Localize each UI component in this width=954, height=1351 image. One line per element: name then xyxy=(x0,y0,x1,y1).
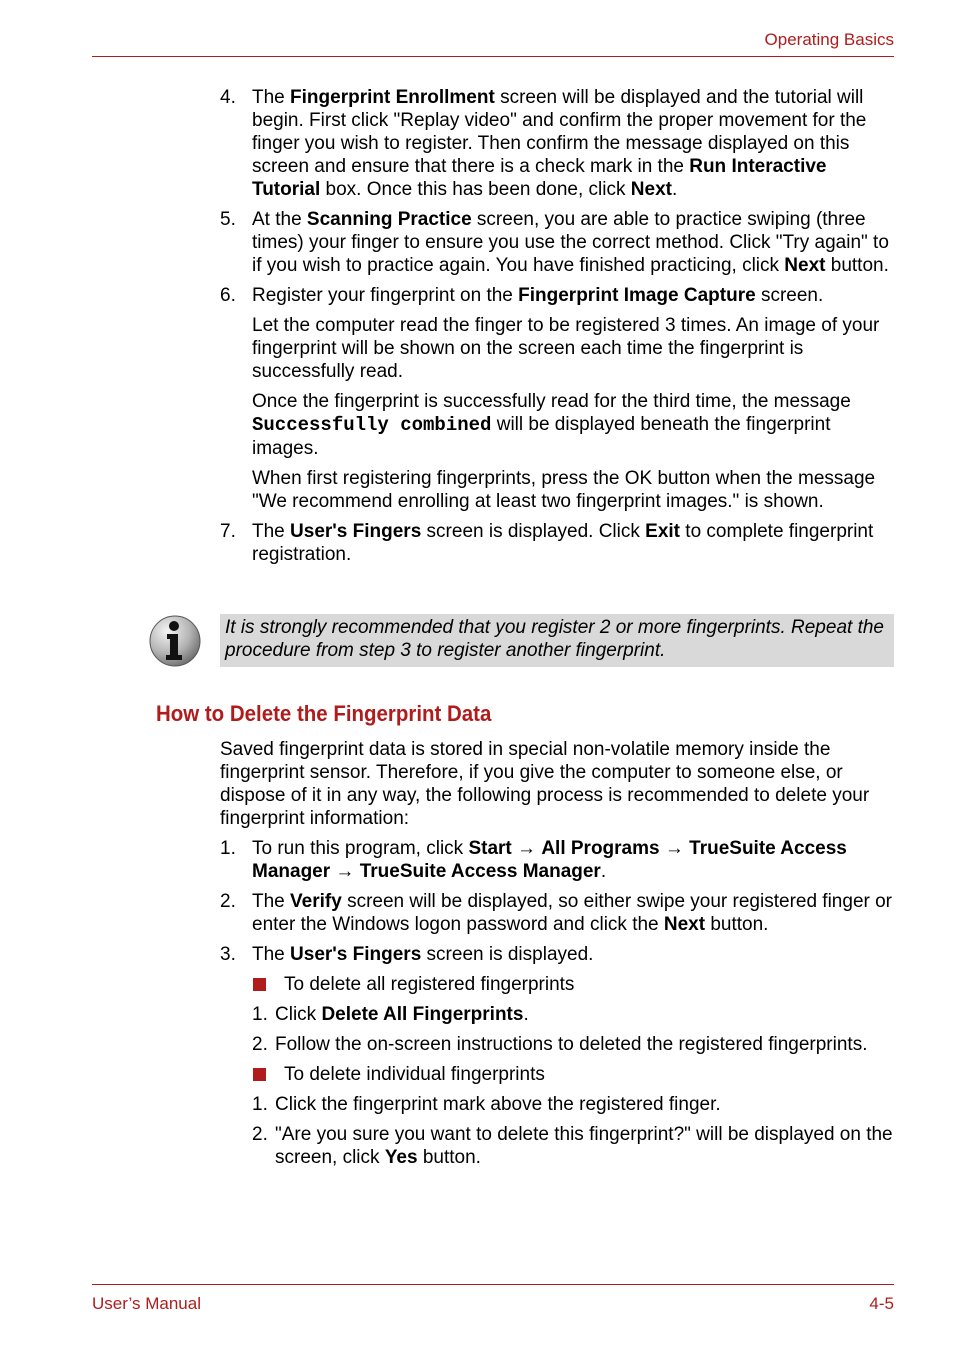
step-text xyxy=(252,521,873,565)
text-run: . xyxy=(671,179,678,200)
step-text xyxy=(275,1034,867,1055)
text-run: The xyxy=(252,521,291,542)
bold-term: Exit xyxy=(645,521,681,542)
section-heading: How to Delete the Fingerprint Data xyxy=(156,701,492,726)
step-6-para-3 xyxy=(220,467,896,513)
running-header: Operating Basics xyxy=(764,30,894,49)
text-run: → xyxy=(659,838,690,859)
page-number: 4-5 xyxy=(869,1294,894,1313)
delete-individual-step-1 xyxy=(220,1093,896,1116)
monospace-message: Successfully combined xyxy=(252,414,492,436)
bold-term: Delete All Fingerprints xyxy=(321,1004,524,1025)
step-6-para-1 xyxy=(220,314,896,383)
bold-term: Scanning Practice xyxy=(306,209,472,230)
text-run: screen is displayed. xyxy=(421,944,594,965)
step-text xyxy=(252,285,823,306)
step-number: 2. xyxy=(252,1034,268,1055)
step-text xyxy=(252,891,892,935)
delete-section xyxy=(220,738,896,1169)
bold-term: Next xyxy=(663,914,706,935)
text-run: Follow the on-screen instructions to deleted the registered fingerprints. xyxy=(275,1034,868,1055)
step-5 xyxy=(220,208,896,277)
delete-step-3 xyxy=(220,943,896,966)
delete-step-1 xyxy=(220,837,896,883)
step-4 xyxy=(220,86,896,201)
square-bullet-icon xyxy=(253,1068,266,1081)
bold-term: Next xyxy=(630,179,672,200)
text-run: To run this program, click xyxy=(252,838,469,859)
info-icon xyxy=(148,614,202,668)
bold-term: Run Interactive Tutorial xyxy=(252,156,827,200)
step-number: 3. xyxy=(220,944,236,965)
text-run: Register your fingerprint on the xyxy=(252,285,519,306)
text-run: to complete fingerprint registration. xyxy=(252,521,874,565)
delete-individual-step-2 xyxy=(220,1123,896,1169)
text-run: screen. xyxy=(755,285,824,306)
footer-rule xyxy=(92,1284,894,1285)
text-run: . xyxy=(600,861,607,882)
bold-term: User's Fingers xyxy=(290,521,422,542)
bold-term: TrueSuite Access Manager xyxy=(252,838,847,882)
delete-all-step-2 xyxy=(220,1033,896,1056)
text-run: button. xyxy=(825,255,889,276)
step-number: 6. xyxy=(220,285,236,306)
step-text xyxy=(275,1004,529,1025)
step-text xyxy=(275,1094,721,1115)
header-rule xyxy=(92,56,894,57)
bullet-text: To delete all registered fingerprints xyxy=(284,974,575,995)
bold-term: Verify xyxy=(290,891,342,912)
step-number: 1. xyxy=(252,1004,268,1025)
text-run: At the xyxy=(252,209,307,230)
text-run: Click the fingerprint mark above the registered finger. xyxy=(275,1094,721,1115)
step-number: 4. xyxy=(220,87,236,108)
text-run: box. Once this has been done, click xyxy=(320,179,631,200)
text-run: The xyxy=(252,944,291,965)
bold-term: User's Fingers xyxy=(290,944,422,965)
step-6-para-2 xyxy=(220,390,896,460)
footer-manual-title: User’s Manual xyxy=(92,1294,201,1313)
text-run: will be displayed beneath the fingerprint images. xyxy=(252,414,831,459)
bold-term: All Programs xyxy=(541,838,660,859)
text-run: screen is displayed. Click xyxy=(421,521,646,542)
step-text xyxy=(252,944,593,965)
bold-term: Yes xyxy=(384,1147,418,1168)
step-7 xyxy=(220,520,896,566)
delete-step-2 xyxy=(220,890,896,936)
step-number: 2. xyxy=(220,891,236,912)
bold-term: Fingerprint Image Capture xyxy=(518,285,756,306)
square-bullet-icon xyxy=(253,978,266,991)
section-intro: Saved fingerprint data is stored in special non-volatile memory inside the fingerprint sensor. Therefore, if you give the computer to someone else, or dispose of it in any way, the following process is recommended to delete your fingerprint information: xyxy=(220,739,870,829)
note-text: It is strongly recommended that you register 2 or more fingerprints. Repeat the procedure from step 3 to register another fingerprint. xyxy=(225,617,884,661)
bullet-text: To delete individual fingerprints xyxy=(284,1064,545,1085)
text-run: The xyxy=(252,87,291,108)
bold-term: Next xyxy=(784,255,826,276)
bold-term: Start xyxy=(468,838,512,859)
note-box xyxy=(220,614,894,667)
text-run: button. xyxy=(417,1147,481,1168)
step-number: 5. xyxy=(220,209,236,230)
text-run: screen will be displayed, so either swipe your registered finger or enter the Windows logon password and click the xyxy=(252,891,893,935)
bold-term: TrueSuite Access Manager xyxy=(359,861,601,882)
bullet-delete-all xyxy=(220,973,896,996)
text-run: Let the computer read the finger to be registered 3 times. An image of your fingerprint will be shown on the screen each time the fingerprint is successfully read. xyxy=(252,315,880,382)
steps-top xyxy=(220,86,896,566)
text-run: → xyxy=(330,861,360,882)
step-number: 2. xyxy=(252,1124,268,1145)
text-run: When first registering fingerprints, press the OK button when the message "We recommend enrolling at least two fingerprint images." is shown. xyxy=(252,468,876,512)
step-text xyxy=(252,209,889,276)
text-run: screen will be displayed and the tutorial will begin. First click "Replay video" and confirm the proper movement for the finger you wish to register. Then confirm the message displayed on this screen and ensure that there is a check mark in the xyxy=(252,87,867,177)
step-number: 7. xyxy=(220,521,236,542)
text-run: screen, you are able to practice swiping (three times) your finger to ensure you use the correct method. Click "Try again" to if you wish to practice again. You have finished practicing, click xyxy=(252,209,889,276)
delete-all-step-1 xyxy=(220,1003,896,1026)
bold-term: Fingerprint Enrollment xyxy=(290,87,495,108)
text-run: Once the fingerprint is successfully read for the third time, the message xyxy=(252,391,851,412)
step-number: 1. xyxy=(220,838,236,859)
text-run: Click xyxy=(275,1004,322,1025)
step-text xyxy=(252,87,866,200)
text-run: "Are you sure you want to delete this fingerprint?" will be displayed on the screen, click xyxy=(275,1124,893,1168)
text-run: → xyxy=(511,838,542,859)
step-text xyxy=(252,838,847,882)
step-6 xyxy=(220,284,896,307)
text-run: button. xyxy=(705,914,769,935)
step-text xyxy=(275,1124,893,1168)
step-number: 1. xyxy=(252,1094,268,1115)
text-run: . xyxy=(523,1004,529,1025)
text-run: The xyxy=(252,891,291,912)
bullet-delete-individual xyxy=(220,1063,896,1086)
